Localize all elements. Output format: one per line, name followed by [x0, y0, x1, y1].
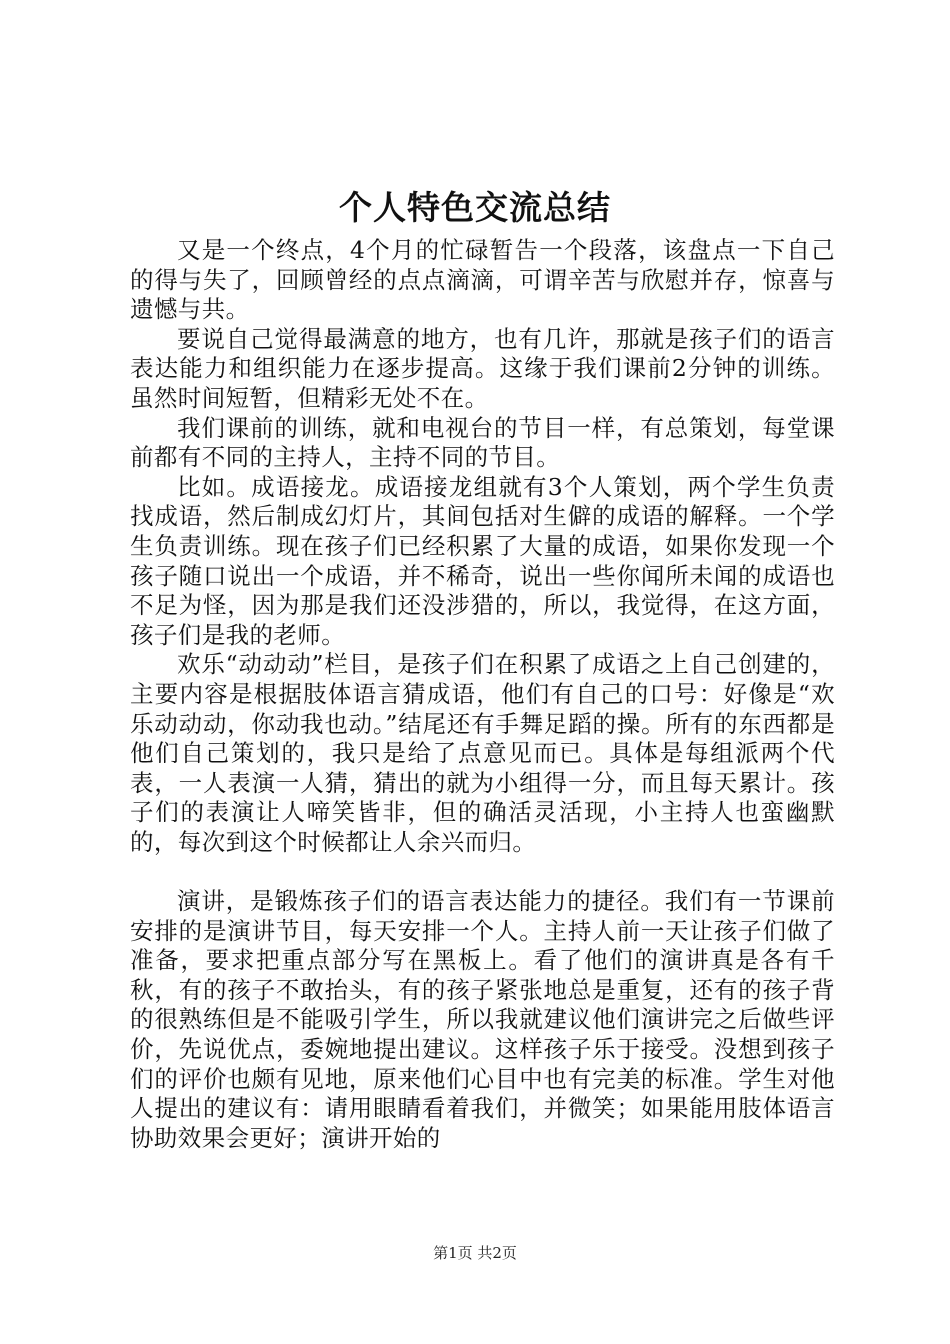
page-footer: 第1页 共2页 — [433, 1244, 517, 1262]
paragraph-5: 欢乐“动动动”栏目，是孩子们在积累了成语之上自己创建的，主要内容是根据肢体语言猜成语，他们有自己的口号：好像是“欢乐动动动，你动我也动。”结尾还有手舞足蹈的操。所有的东西都是他们自己策划的，我只是给了点意见而已。具体是每组派两个代表，一人表演一人猜，猜出的就为小组得一分，而且每天累计。孩子们的表演让人啼笑皆非，但的确活灵活现，小主持人也蛮幽默的，每次到这个时候都让人余兴而归。 — [130, 650, 835, 856]
paragraph-2: 要说自己觉得最满意的地方，也有几许，那就是孩子们的语言表达能力和组织能力在逐步提高。这缘于我们课前2分钟的训练。虽然时间短暂，但精彩无处不在。 — [130, 324, 835, 412]
document-title: 个人特色交流总结 — [339, 188, 611, 227]
document-body — [130, 236, 835, 1153]
paragraph-3: 我们课前的训练，就和电视台的节目一样，有总策划，每堂课前都有不同的主持人，主持不同的节目。 — [130, 413, 835, 472]
paragraph-6: 演讲，是锻炼孩子们的语言表达能力的捷径。我们有一节课前安排的是演讲节目，每天安排一个人。主持人前一天让孩子们做了准备，要求把重点部分写在黑板上。看了他们的演讲真是各有千秋，有的孩子不敢抬头，有的孩子紧张地总是重复，还有的孩子背的很熟练但是不能吸引学生，所以我就建议他们演讲完之后做些评价，先说优点，委婉地提出建议。这样孩子乐于接受。没想到孩子们的评价也颇有见地，原来他们心目中也有完美的标准。学生对他人提出的建议有：请用眼睛看着我们，并微笑；如果能用肢体语言协助效果会更好；演讲开始的 — [130, 887, 835, 1152]
paragraph-4: 比如。成语接龙。成语接龙组就有3个人策划，两个学生负责找成语，然后制成幻灯片，其间包括对生僻的成语的解释。一个学生负责训练。现在孩子们已经积累了大量的成语，如果你发现一个孩子随口说出一个成语，并不稀奇，说出一些你闻所未闻的成语也不足为怪，因为那是我们还没涉猎的，所以，我觉得，在这方面，孩子们是我的老师。 — [130, 472, 835, 649]
paragraph-1: 又是一个终点，4个月的忙碌暂告一个段落，该盘点一下自己的得与失了，回顾曾经的点点滴滴，可谓辛苦与欣慰并存，惊喜与遗憾与共。 — [130, 236, 835, 324]
